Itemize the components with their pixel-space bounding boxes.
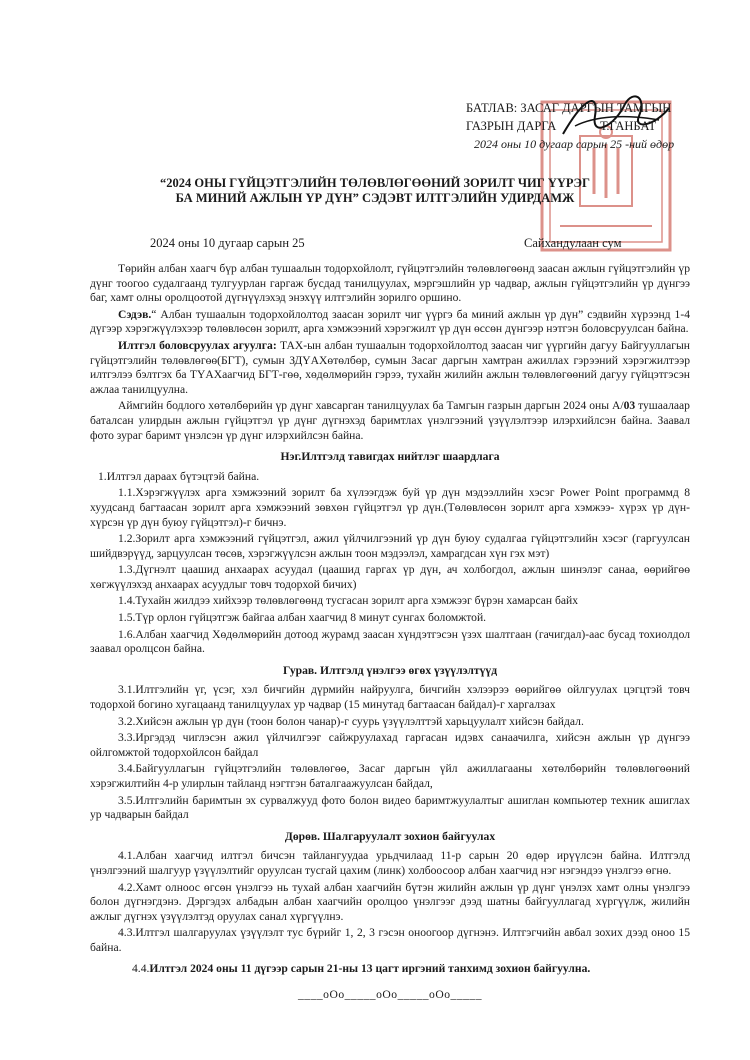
title-line-1: “2024 ОНЫ ГҮЙЦЭТГЭЛИЙН ТӨЛӨВЛӨГӨӨНИЙ ЗОРИЛТ ЧИГ ҮҮРЭГ — [160, 176, 590, 190]
section-1-lead: 1.Илтгэл дараах бүтэцтэй байна. — [98, 469, 260, 483]
list-item: 1.2.Зорилт арга хэмжээний гүйцэтгэл, ажил үйлчилгээний үр дүн буюу судалгаа гүйцэтгэлийн хэсэг (гаргуулсан шийдвэрүүд, зарцуулсан төсөв, хэрэгжүүлсэн ажлын тоон мэдээлэл, хамрагдсан хүн гэх мэт) — [90, 532, 690, 560]
list-item: 3.4.Байгууллагын гүйцэтгэлийн төлөвлөгөө, Засаг даргын үйл ажиллагааны хөтөлбөрийн төлөвлөгөөний хэрэгжилтийн 4-р улирлын тайланд нэгтгэн баталгаажуулсан байдал, — [90, 762, 690, 790]
approval-date: 2024 оны 10 дугаар сарын 25 -ний өдөр — [474, 137, 675, 151]
intro-paragraph: Төрийн албан хаагч бүр албан тушаалын тодорхойлолт, гүйцэтгэлийн төлөвлөгөөнд заасан ажлын гүйцэтгэлийн үр дүнг тоогоо судалгаанд тулгуурлан гаргаж бусдад танилцуулах, мэргэшлийн ур чадвар, ажлын гүйцэтгэлийн үр дүнгээ баг, хамт олны оролцоотой дүгнүүлэхэд энэхүү илтгэлийн зорилго оршино. — [90, 262, 690, 305]
content-paragraph — [90, 339, 690, 397]
document-body — [90, 262, 690, 1005]
section-4-heading: Дөрөв. Шалгаруулалт зохион байгуулах — [284, 829, 496, 843]
list-item: 4.2.Хамт олноос өгсөн үнэлгээ нь тухай албан хаагчийн бүтэн жилийн ажлын үр дүнг үнэлэх хамт олны үнэлгээ болон дүгнэгдэнэ. Дэргэдэх албадын албан хаагчийн оролцоо үнэлгээг дээд шатны байгууллагад хүргүүлж, жилийн ажлыг дүгнэх үзүүлэлтэд оруулах санал хүргүүлнэ. — [90, 880, 690, 923]
document-place: Сайхандулаан сум — [524, 236, 622, 250]
list-item: 3.3.Иргэдэд чиглэсэн ажил үйлчилгээг сайжруулахад гаргасан идэвх санаачилга, хийсэн ажлын үр дүнгээ ойлгомжтой тодорхойлсон байдал — [90, 731, 690, 759]
list-item: 4.3.Илтгэл шалгаруулах үзүүлэлт тус бүрийг 1, 2, 3 гэсэн оноогоор дүгнэнэ. Илтгэгчийн авбал зохих дээд оноо 15 байна. — [90, 926, 690, 954]
topic-text: “ Албан тушаалын тодорхойлолтод заасан зорилт чиг үүргэ ба миний ажлын үр дүн” сэдвийн хүрээнд 1-4 дүгээр хэрэгжүүлэхээр төлөвлөсөн зорилт, арга хэмжээний хэрэгжилт үр дүн өссөн дүнгээр нэтгэн боловсруулсан байна. — [90, 307, 690, 336]
list-item: 3.5.Илтгэлийн баримтын эх сурвалжууд фото болон видео баримтжуулалтыг ашиглан компьютер техник ашиглах ур чадварын байдал — [90, 793, 690, 822]
approval-line-1: БАТЛАВ: ЗАСАГ ДАРГЫН ТАМГЫН — [466, 101, 672, 115]
list-item: 1.5.Түр орлон гүйцэтгэж байгаа албан хаагчид 8 минут сунгах боломжтой. — [118, 611, 487, 625]
content-text: ТАХ-ын албан тушаалын тодорхойлолтод заасан чиг үүргийн дагуу Байгууллагын гүйцэтгэлийн төлөвлөгөө(БГТ), сумын ЗДҮАХөтөлбөр, сумын Засаг даргын хамтран ажиллах гэрээний хэрэгжилтээр илтгэлээ бэлтгэх ба ТҮАХаагчид БГТ-гөө, хөдөлмөрийн гэрээ, тухайн жилийн ажлын төлөвлөгөөний дагуу гүйцэтгэсэн ажлаа танилцуулна. — [90, 338, 690, 396]
topic-label: Сэдэв. — [118, 307, 152, 321]
end-mark: ____oOo_____oOo_____oOo_____ — [297, 988, 483, 1002]
approval-line-2: ГАЗРЫН ДАРГА Т.ГАНБАТ — [466, 119, 657, 133]
policy-text-b: тушаалаар баталсан улирдын ажлын гүйцэтгэл үр дүнг дүгнэхэд баримтлах үнэлгээний үзүүлэлтээр илэрхийлсэн байна. Заавал фото зураг баримт үнэлсэн үр дүнг илэрхийлсэн байна. — [90, 399, 690, 442]
policy-paragraph — [90, 399, 690, 443]
approval-block — [466, 100, 736, 152]
document-title — [140, 176, 610, 206]
list-item: 1.1.Хэрэгжүүлэх арга хэмжээний зорилт ба хүлээгдэж буй үр дүн мэдээллийн хэсэг Power Point программд 8 хуудсанд багтаасан зорилт арга хэмжээний зөвхөн гүйцэтгэл үр дүн.(Төлөвлөсөн зорилт арга хэмжээ- хүрэх үр дүн- хүрсэн үр дүн буюу гүйцэтгэл)-г бичнэ. — [90, 486, 690, 529]
list-item: 4.1.Албан хаагчид илтгэл бичсэн тайлангуудаа урьдчилаад 11-р сарын 20 өдөр ирүүлсэн байна. Илтгэлд үнэлгээний шалгуур үзүүлэлтийг оруулсан тусгай цахим (линк) холбоосоор албан хаагчид нэг нэгэндээ үнэлгээ өгнө. — [90, 849, 690, 877]
list-item: 3.1.Илтгэлийн үг, үсэг, хэл бичгийн дүрмийн найруулга, бичгийн хэлээрээ өөрийгөө ойлгуулах цэгцтэй товч тодорхой богино хугацаанд танилцуулах ур чадвар (15 минутад багтаасан байдал)-г харгалзах — [90, 683, 690, 712]
closing-line — [90, 962, 690, 977]
policy-text-a: Аймгийн бодлого хөтөлбөрийн үр дүнг хавсарган танилцуулах ба Тамгын газрын даргын 2024 оны А/ — [118, 399, 624, 413]
topic-paragraph — [90, 308, 690, 337]
list-item: 1.4.Тухайн жилдээ хийхээр төлөвлөгөөнд тусгасан зорилт арга хэмжээг бүрэн хамарсан байх — [118, 594, 579, 608]
title-line-2: БА МИНИЙ АЖЛЫН ҮР ДҮН” СЭДЭВТ ИЛТГЭЛИЙН УДИРДАМЖ — [175, 191, 575, 205]
list-item: 3.2.Хийсэн ажлын үр дүн (тоон болон чанар)-г суурь үзүүлэлттэй харьцуулалт хийсэн байдал. — [118, 714, 584, 728]
closing-text: Илтгэл 2024 оны 11 дүгээр сарын 21-ны 13 цагт иргэний танхимд зохион байгуулна. — [149, 961, 591, 975]
closing-number: 4.4. — [132, 961, 150, 975]
section-1-heading: Нэг.Илтгэлд тавигдах нийтлэг шаардлага — [280, 450, 500, 464]
document-date: 2024 оны 10 дугаар сарын 25 — [150, 236, 305, 250]
order-number: 03 — [623, 399, 636, 413]
section-3-heading: Гурав. Илтгэлд үнэлгээ өгөх үзүүлэлтүүд — [282, 663, 498, 677]
list-item: 1.3.Дүгнэлт цаашид анхаарах асуудал (цаашид гаргах үр дүн, ач холбогдол, ажлын шинэлэг санаа, өөрийгөө хөгжүүлэхэд анхаарах асуудлыг товч тодорхой бичих) — [90, 563, 690, 591]
list-item: 1.6.Албан хаагчид Хөдөлмөрийн дотоод журамд заасан хүндэтгэсэн үзэх шалтгаан (гачигдал)-аас бусад тохиолдол заавал оролцсон байна. — [90, 627, 690, 656]
content-label: Илтгэл боловсруулах агуулга: — [118, 338, 277, 352]
